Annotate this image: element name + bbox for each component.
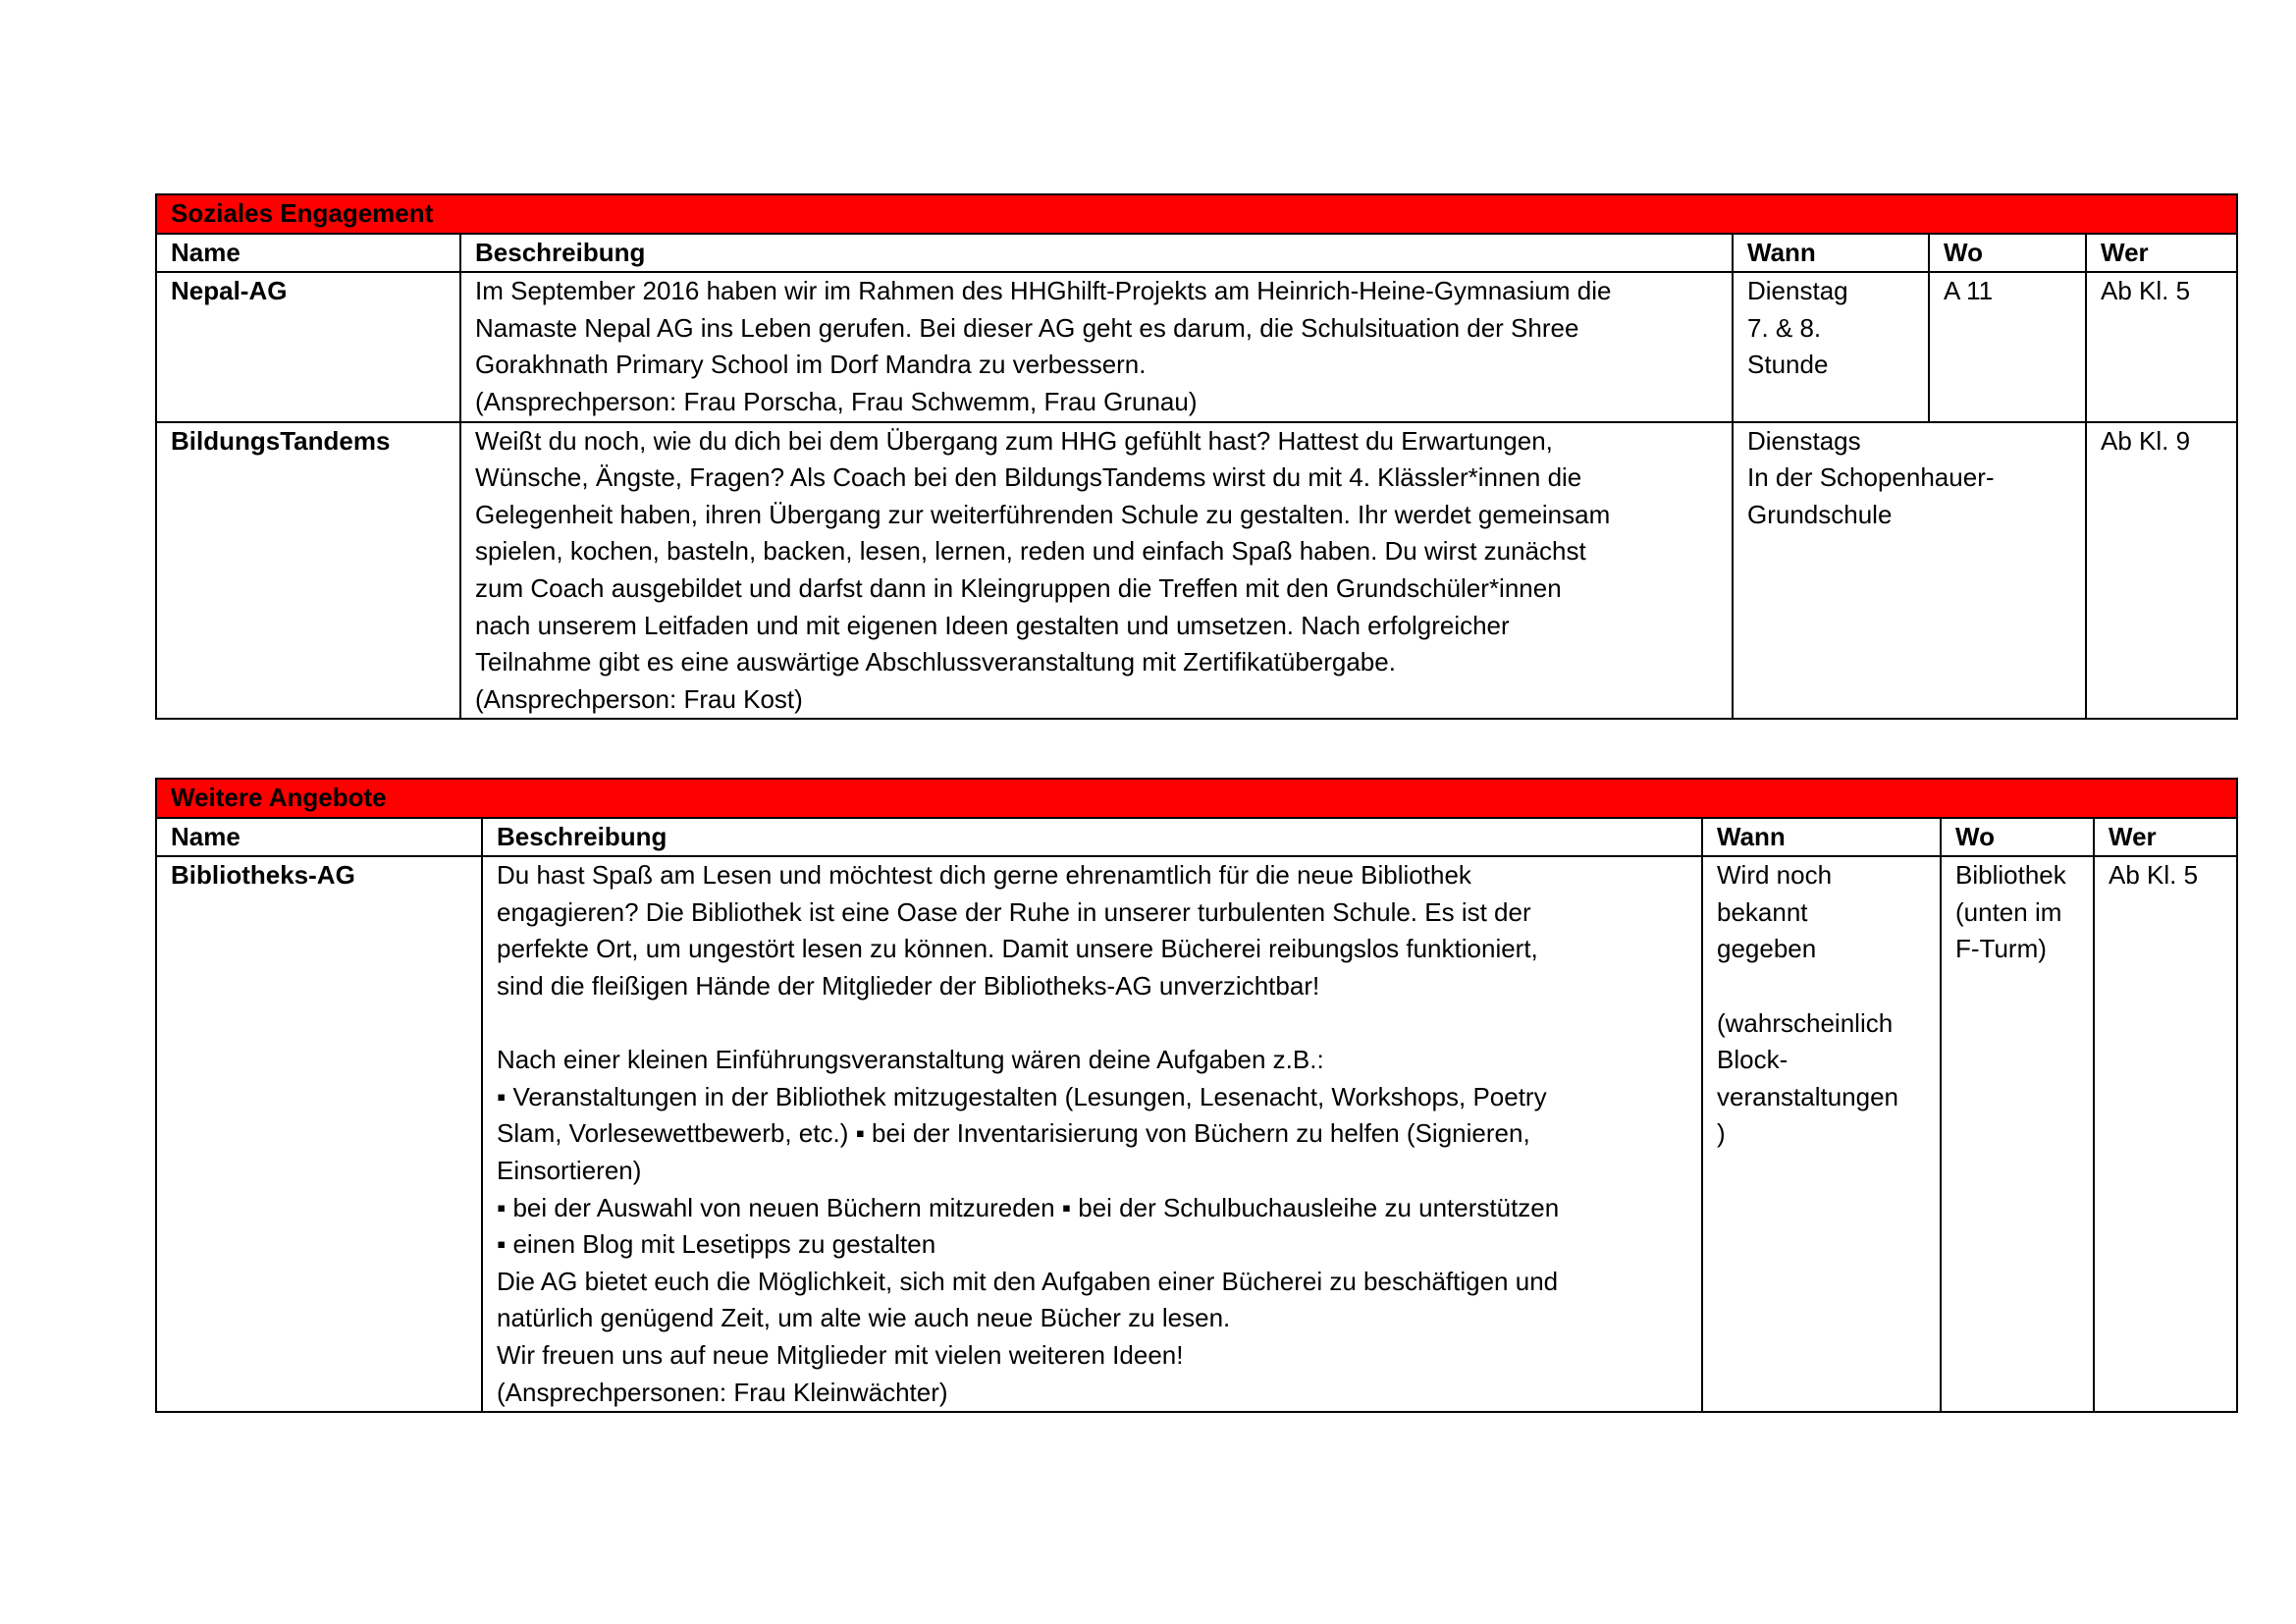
header-wer: Wer: [2086, 234, 2237, 273]
text-line: Gorakhnath Primary School im Dorf Mandra zu verbessern.: [475, 350, 1147, 380]
ag-beschreibung: [482, 856, 1702, 1412]
blank-line: [1717, 968, 1926, 1005]
header-row: [156, 818, 2237, 857]
ag-wo: [1941, 856, 2094, 1412]
ag-wann: [1733, 272, 1929, 421]
text-line: (unten im: [1955, 896, 2062, 927]
text-line: Block-: [1717, 1045, 1789, 1075]
ag-wer: Ab Kl. 5: [2086, 272, 2237, 421]
text-line: In der Schopenhauer-: [1747, 462, 1995, 493]
header-wo: Wo: [1941, 818, 2094, 857]
ag-name: Nepal-AG: [156, 272, 460, 421]
table-row: [156, 856, 2237, 1412]
text-line: spielen, kochen, basteln, backen, lesen, lernen, reden und einfach Spaß haben. Du wirst zunächst: [475, 536, 1586, 567]
header-wer: Wer: [2094, 818, 2237, 857]
text-line: (Ansprechperson: Frau Kost): [475, 683, 803, 714]
text-line: perfekte Ort, um ungestört lesen zu können. Damit unsere Bücherei reibungslos funktioniert,: [497, 934, 1538, 964]
text-line: engagieren? Die Bibliothek ist eine Oase der Ruhe in unserer turbulenten Schule. Es ist der: [497, 896, 1531, 927]
text-line: natürlich genügend Zeit, um alte wie auch neue Bücher zu lesen.: [497, 1303, 1231, 1333]
text-line: Stunde: [1747, 350, 1829, 380]
text-line: ▪ einen Blog mit Lesetipps zu gestalten: [497, 1229, 936, 1260]
text-line: veranstaltungen: [1717, 1081, 1899, 1111]
text-line: Weißt du noch, wie du dich bei dem Übergang zum HHG gefühlt hast? Hattest du Erwartungen,: [475, 425, 1553, 456]
header-beschreibung: Beschreibung: [460, 234, 1733, 273]
text-line: Einsortieren): [497, 1155, 642, 1185]
header-name: Name: [156, 818, 482, 857]
text-line: gegeben: [1717, 934, 1817, 964]
table-row: [156, 272, 2237, 421]
ag-name: Bibliotheks-AG: [156, 856, 482, 1412]
text-line: (Ansprechpersonen: Frau Kleinwächter): [497, 1377, 948, 1407]
ag-beschreibung: [460, 422, 1733, 720]
table-row: [156, 422, 2237, 720]
text-line: (Ansprechperson: Frau Porscha, Frau Schwemm, Frau Grunau): [475, 386, 1198, 416]
text-line: Dienstags: [1747, 425, 1861, 456]
header-wo: Wo: [1929, 234, 2086, 273]
soziales-engagement-table: [155, 193, 2238, 720]
ag-name: BildungsTandems: [156, 422, 460, 720]
ag-wann-wo: [1733, 422, 2086, 720]
table-title-row: [156, 779, 2237, 818]
text-line: zum Coach ausgebildet und darfst dann in Kleingruppen die Treffen mit den Grundschüler*innen: [475, 572, 1562, 603]
header-name: Name: [156, 234, 460, 273]
text-line: nach unserem Leitfaden und mit eigenen Ideen gestalten und umsetzen. Nach erfolgreicher: [475, 610, 1510, 640]
text-line: F-Turm): [1955, 934, 2047, 964]
text-line: Du hast Spaß am Lesen und möchtest dich gerne ehrenamtlich für die neue Bibliothek: [497, 860, 1471, 891]
text-line: Wünsche, Ängste, Fragen? Als Coach bei den BildungsTandems wirst du mit 4. Klässler*innen die: [475, 462, 1582, 493]
text-line: Gelegenheit haben, ihren Übergang zur weiterführenden Schule zu gestalten. Ihr werdet gemeinsam: [475, 499, 1611, 529]
text-line: bekannt: [1717, 896, 1808, 927]
text-line: Slam, Vorlesewettbewerb, etc.) ▪ bei der Inventarisierung von Büchern zu helfen (Signieren,: [497, 1118, 1530, 1149]
ag-wann: [1702, 856, 1941, 1412]
header-wann: Wann: [1733, 234, 1929, 273]
header-wann: Wann: [1702, 818, 1941, 857]
text-line: sind die fleißigen Hände der Mitglieder der Bibliotheks-AG unverzichtbar!: [497, 970, 1320, 1001]
text-line: Teilnahme gibt es eine auswärtige Abschlussveranstaltung mit Zertifikatübergabe.: [475, 647, 1396, 677]
ag-wer: Ab Kl. 5: [2094, 856, 2237, 1412]
text-line: ): [1717, 1118, 1726, 1149]
text-line: Wir freuen uns auf neue Mitglieder mit vielen weiteren Ideen!: [497, 1339, 1184, 1370]
text-line: (wahrscheinlich: [1717, 1007, 1894, 1038]
ag-wer: Ab Kl. 9: [2086, 422, 2237, 720]
text-line: Im September 2016 haben wir im Rahmen des HHGhilft-Projekts am Heinrich-Heine-Gymnasium die: [475, 276, 1612, 306]
text-line: Grundschule: [1747, 499, 1893, 529]
header-row: [156, 234, 2237, 273]
text-line: 7. & 8.: [1747, 312, 1822, 343]
table-title-row: [156, 194, 2237, 234]
weitere-angebote-table: [155, 778, 2238, 1413]
text-line: Namaste Nepal AG ins Leben gerufen. Bei dieser AG geht es darum, die Schulsituation der Shree: [475, 312, 1579, 343]
text-line: Bibliothek: [1955, 860, 2066, 891]
text-line: Nach einer kleinen Einführungsveranstaltung wären deine Aufgaben z.B.:: [497, 1045, 1324, 1075]
text-line: Dienstag: [1747, 276, 1848, 306]
text-line: ▪ Veranstaltungen in der Bibliothek mitzugestalten (Lesungen, Lesenacht, Workshops, Poetry: [497, 1081, 1547, 1111]
header-beschreibung: Beschreibung: [482, 818, 1702, 857]
ag-wo: A 11: [1929, 272, 2086, 421]
section-title: Soziales Engagement: [156, 194, 2237, 234]
text-line: ▪ bei der Auswahl von neuen Büchern mitzureden ▪ bei der Schulbuchausleihe zu unterstützen: [497, 1192, 1560, 1222]
text-line: Wird noch: [1717, 860, 1833, 891]
text-line: Die AG bietet euch die Möglichkeit, sich mit den Aufgaben einer Bücherei zu beschäftigen und: [497, 1266, 1559, 1296]
ag-beschreibung: [460, 272, 1733, 421]
section-title: Weitere Angebote: [156, 779, 2237, 818]
blank-line: [497, 1005, 1687, 1043]
